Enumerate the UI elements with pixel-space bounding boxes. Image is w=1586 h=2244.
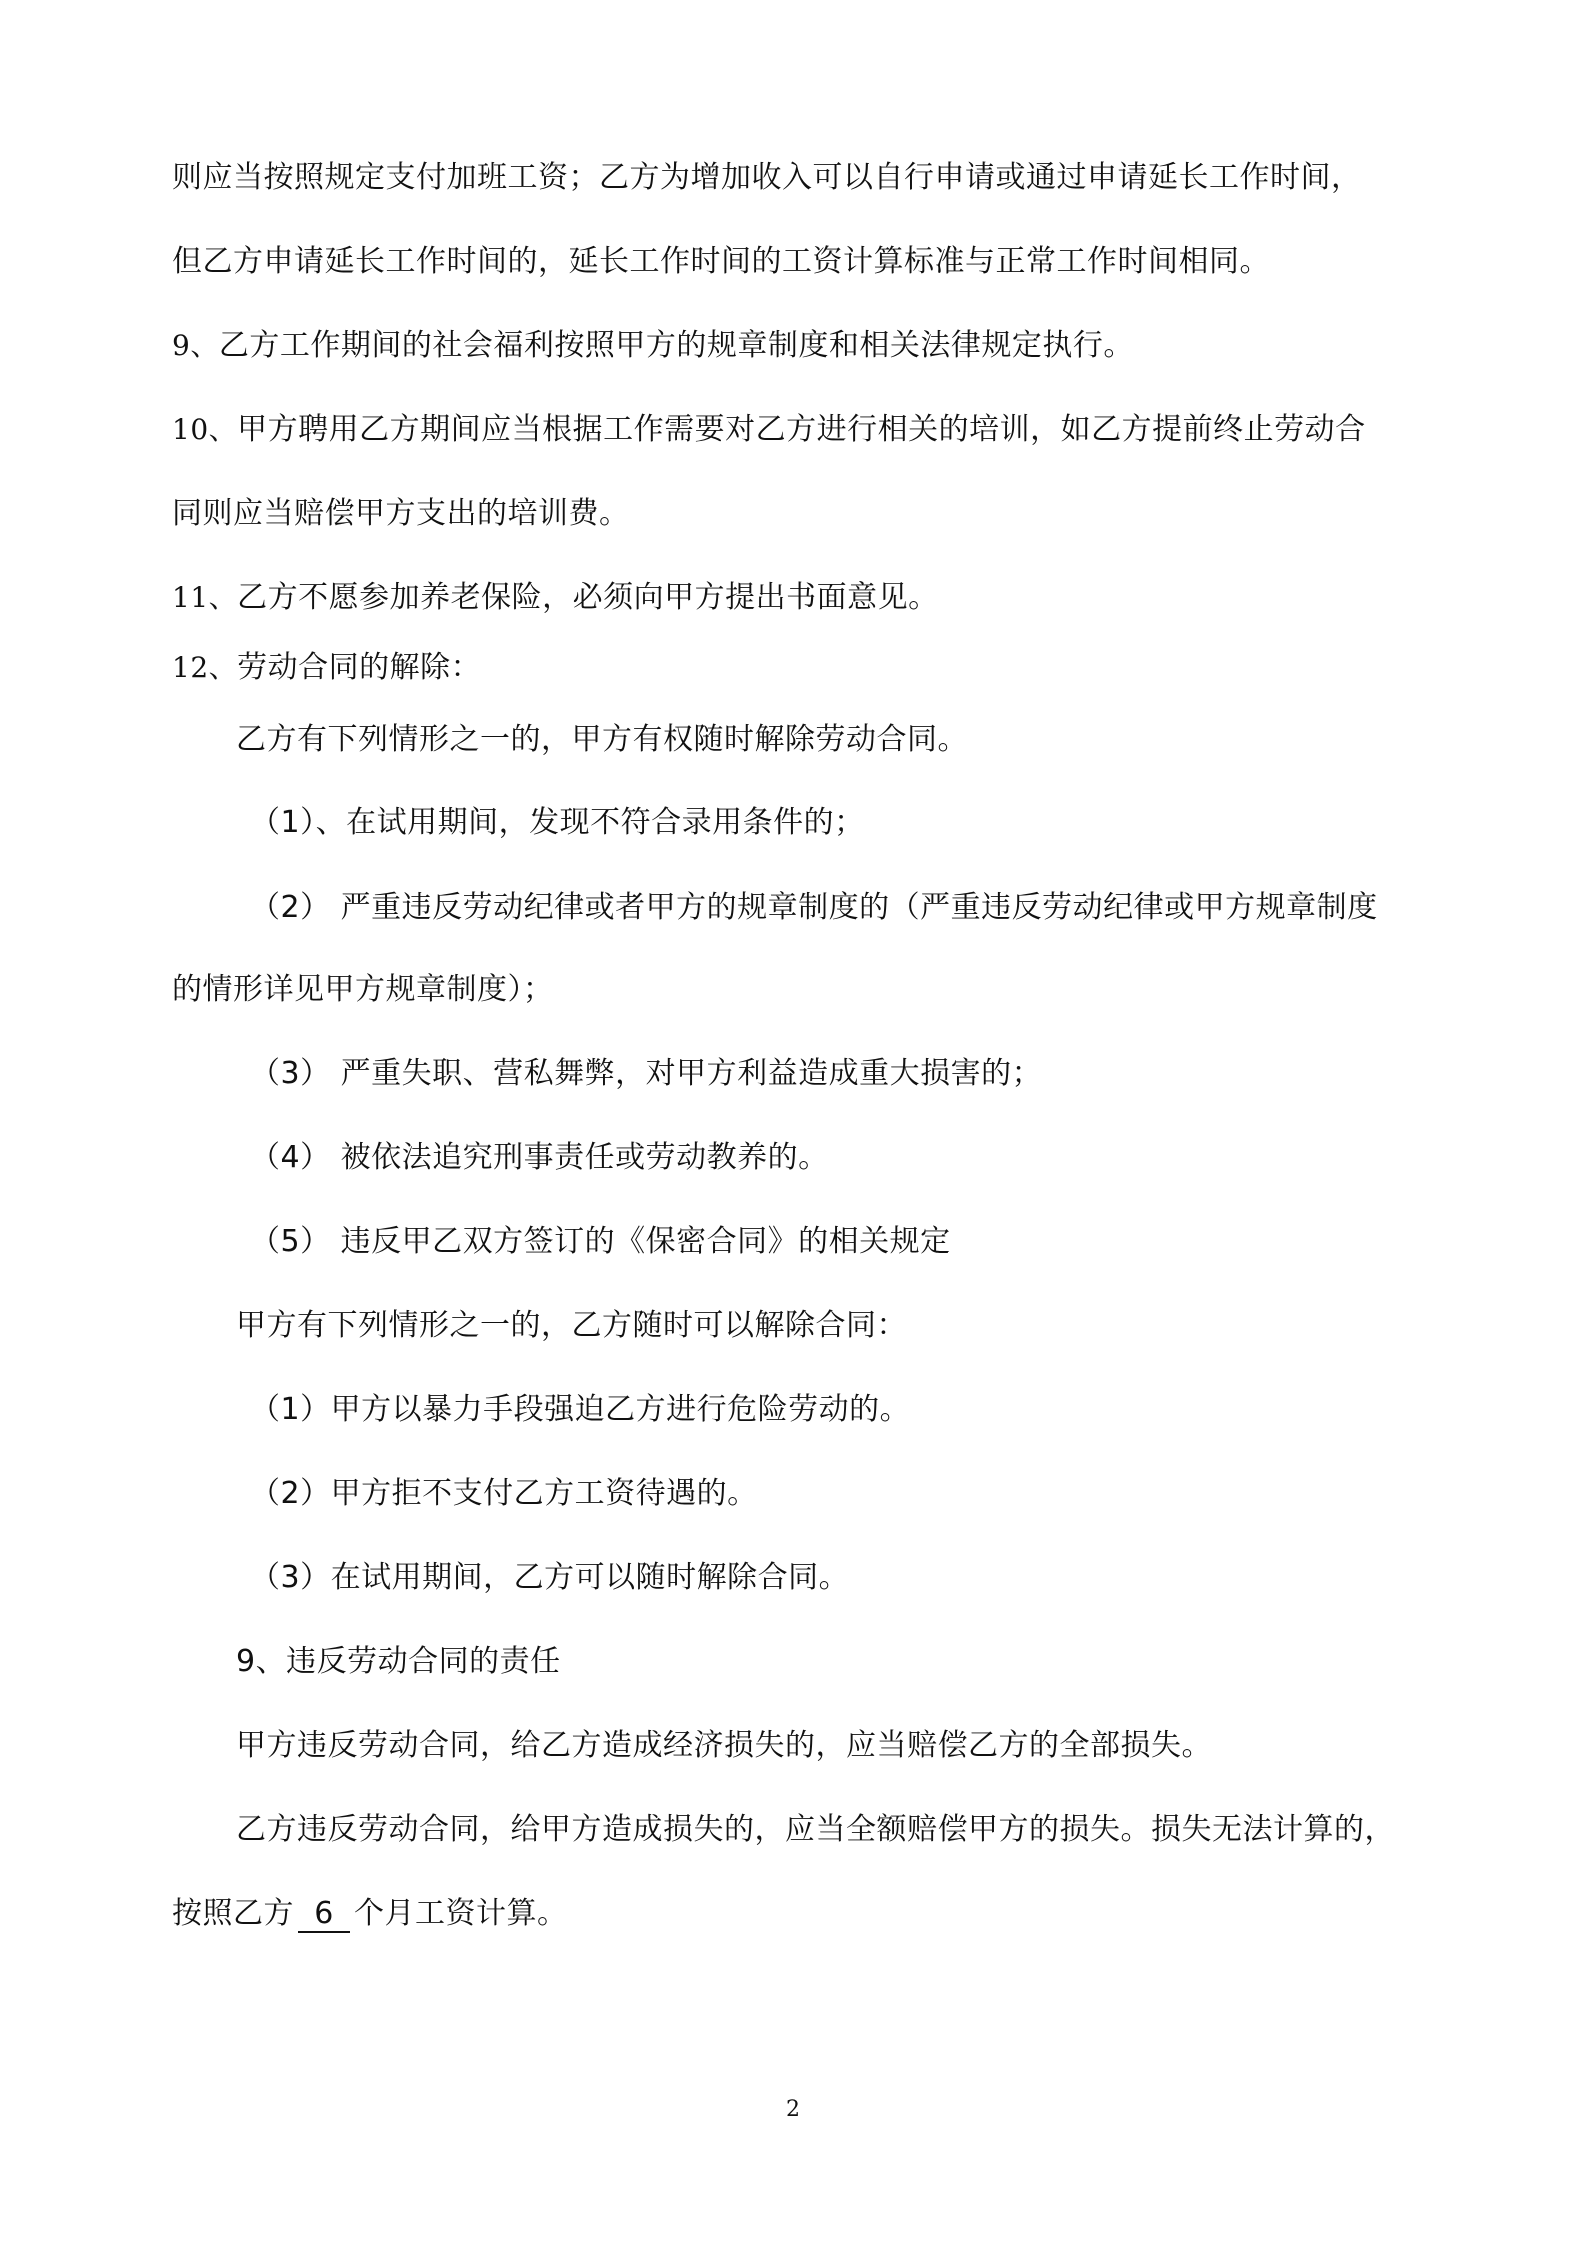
clause-number: 12、 xyxy=(172,651,238,684)
list-item: （1）甲方以暴力手段强迫乙方进行危险劳动的。 xyxy=(250,1392,911,1427)
clause-number: 11、 xyxy=(172,581,238,614)
text-line: 甲方有下列情形之一的，乙方随时可以解除合同： xyxy=(236,1308,907,1343)
clause-number: 10、 xyxy=(172,413,238,446)
section-heading: 9、违反劳动合同的责任 xyxy=(236,1644,561,1679)
list-item: （3）在试用期间，乙方可以随时解除合同。 xyxy=(250,1560,850,1595)
list-item: （3） 严重失职、营私舞弊，对甲方利益造成重大损害的； xyxy=(250,1056,1043,1091)
list-item: （4） 被依法追究刑事责任或劳动教养的。 xyxy=(250,1140,829,1175)
clause-11: 11、乙方不愿参加养老保险，必须向甲方提出书面意见。 xyxy=(172,580,939,615)
clause-12: 12、劳动合同的解除： xyxy=(172,650,482,685)
clause-9: 9、乙方工作期间的社会福利按照甲方的规章制度和相关法律规定执行。 xyxy=(172,328,1134,363)
text-line: 则应当按照规定支付加班工资；乙方为增加收入可以自行申请或通过申请延长工作时间， xyxy=(172,160,1362,195)
text-line: 按照乙方 6 个月工资计算。 xyxy=(172,1896,568,1931)
text-line: 的情形详见甲方规章制度）； xyxy=(172,972,554,1007)
list-item: （2） 严重违反劳动纪律或者甲方的规章制度的（严重违反劳动纪律或甲方规章制度 xyxy=(250,890,1378,925)
clause-10: 10、甲方聘用乙方期间应当根据工作需要对乙方进行相关的培训，如乙方提前终止劳动合 xyxy=(172,412,1366,447)
filled-blank-months: 6 xyxy=(298,1897,350,1933)
list-item: （5） 违反甲乙双方签订的《保密合同》的相关规定 xyxy=(250,1224,951,1259)
list-item: （1）、在试用期间，发现不符合录用条件的； xyxy=(250,805,865,840)
text-line: 乙方有下列情形之一的，甲方有权随时解除劳动合同。 xyxy=(236,722,968,757)
text-line: 甲方违反劳动合同，给乙方造成经济损失的，应当赔偿乙方的全部损失。 xyxy=(236,1728,1212,1763)
list-item: （2）甲方拒不支付乙方工资待遇的。 xyxy=(250,1476,758,1511)
text-line: 乙方违反劳动合同，给甲方造成损失的，应当全额赔偿甲方的损失。损失无法计算的， xyxy=(236,1812,1395,1847)
clause-number: 9、 xyxy=(172,329,219,362)
text-line: 但乙方申请延长工作时间的，延长工作时间的工资计算标准与正常工作时间相同。 xyxy=(172,244,1270,279)
page-number: 2 xyxy=(786,2097,800,2122)
text-line: 同则应当赔偿甲方支出的培训费。 xyxy=(172,496,630,531)
